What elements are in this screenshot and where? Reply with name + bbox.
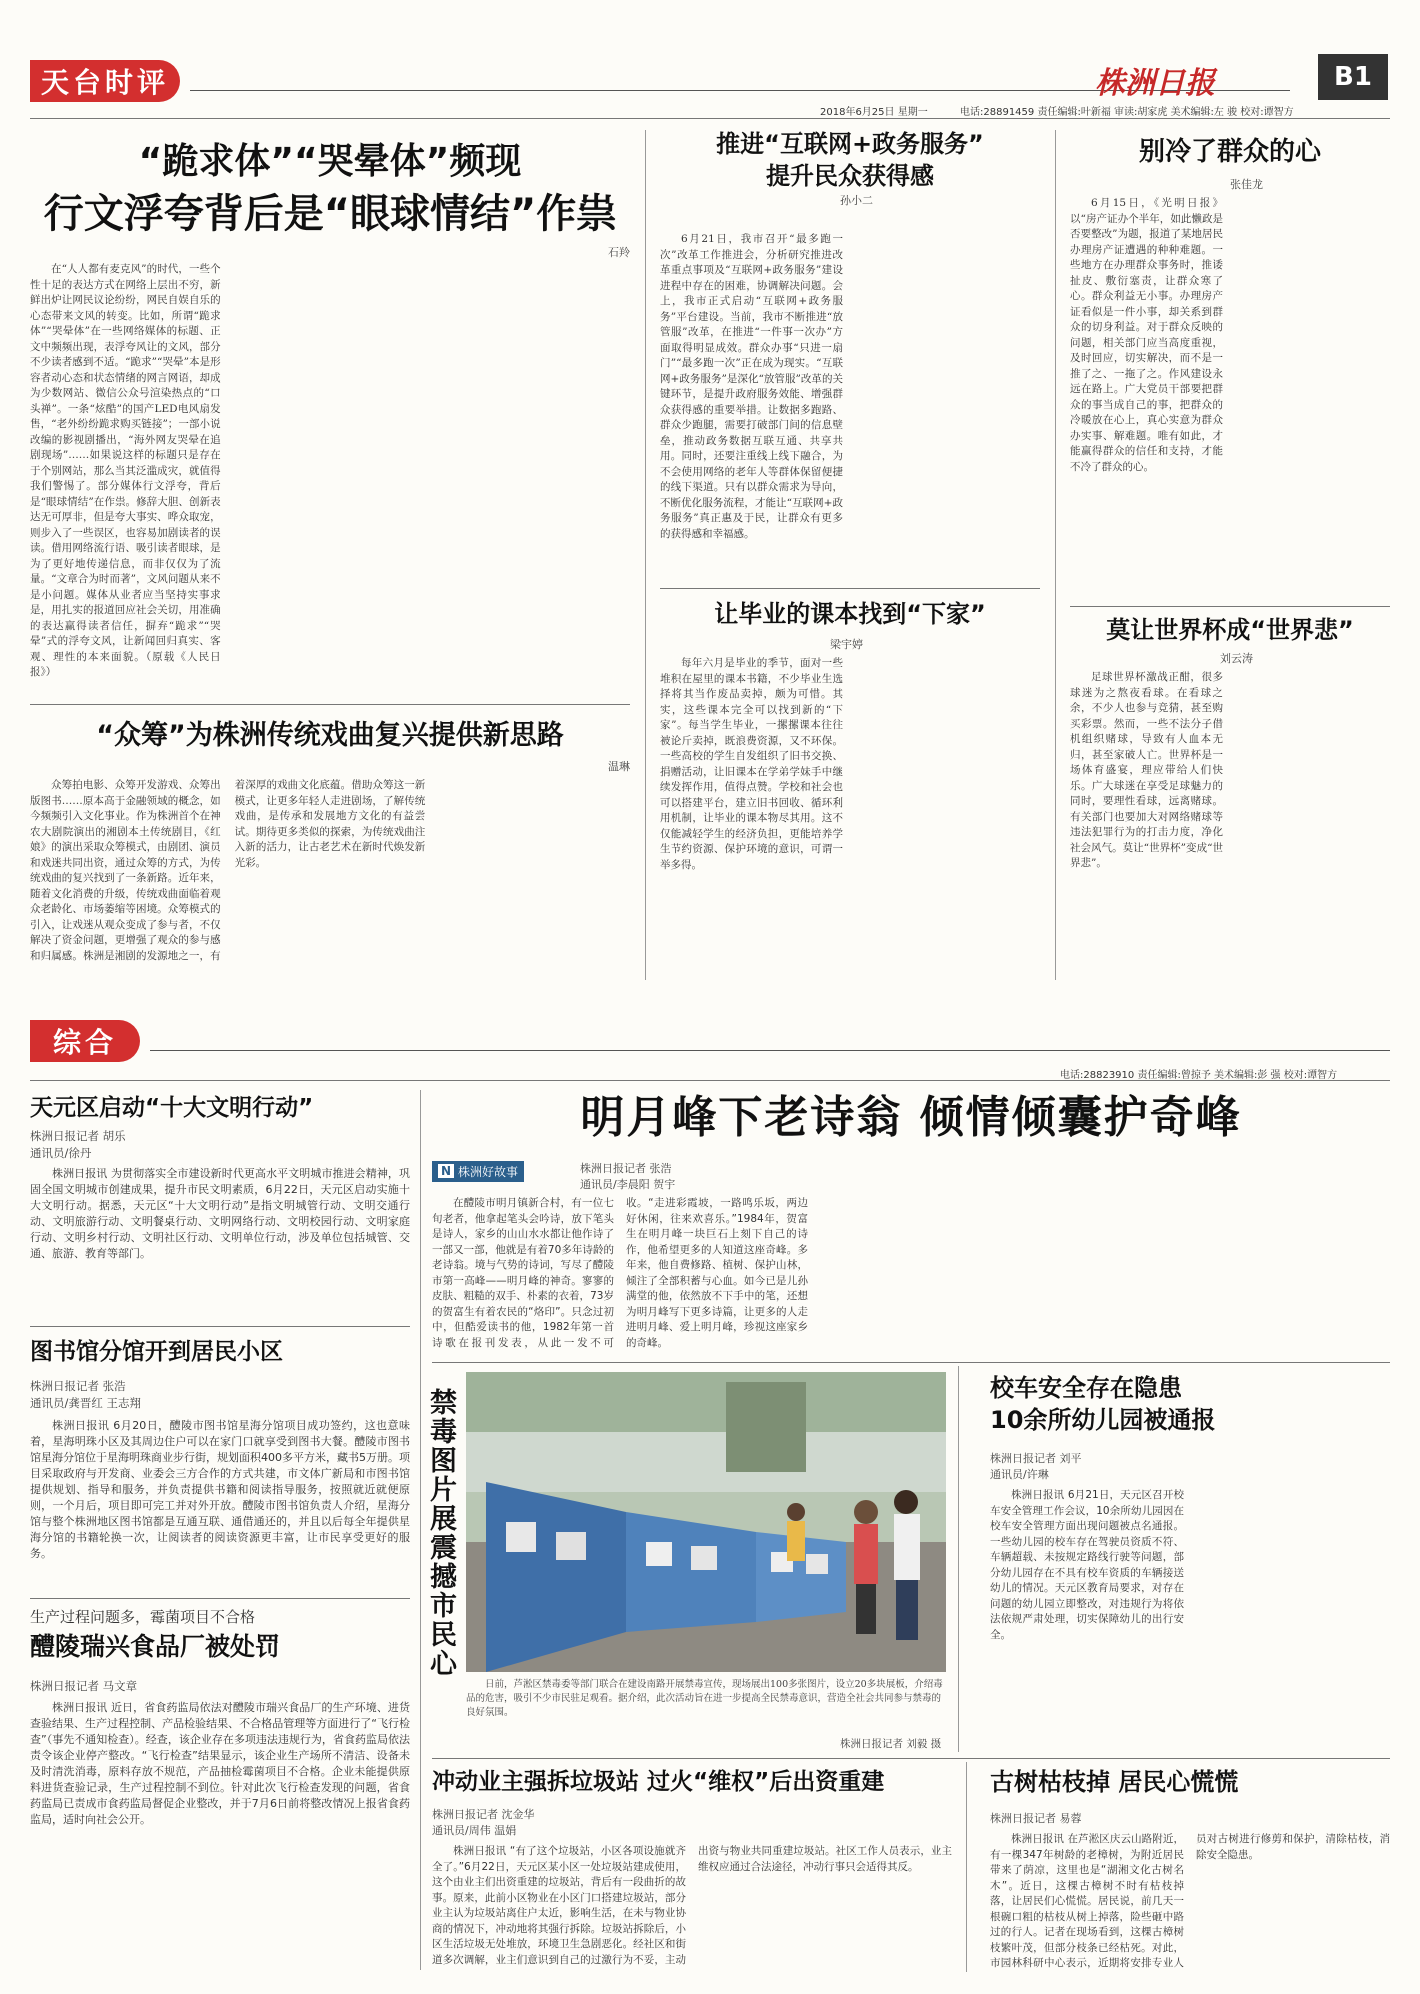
article-title: 图书馆分馆开到居民小区 [30, 1339, 283, 1365]
article-body: 株洲日报讯 6月21日，天元区召开校车安全管理工作会议，10余所幼儿园因在校车安全管理方面出现问题被点名通报。一些幼儿园的校车存在驾驶员资质不符、车辆超载、未按规定路线行驶等问题，部分幼儿园存在不具有校车资质的车辆接送幼儿的情况。天元区教育局要求，对存在问题的幼儿园立即整改，对违规行为将依法依规严肃处理，切实保障幼儿的出行安全。 [990, 1489, 1184, 1641]
article-body: 在“人人都有麦克风”的时代，一些个性十足的表达方式在网络上层出不穷，新鲜出炉让网民议论纷纷，网民自娱自乐的心态带来文风的转变。比如，所谓“跪求体”“哭晕体”在一些网络媒体的标题、正文中频频出现，表浮夸风让的文风，部分不少读者感到不适。“跪求”“哭晕”本是形容者动心态和状态情绪的网言网语，却成为少数网站、微信公众号渲染热点的“口头禅”。一条“炫酷”的国产LED电风扇发售，“老外纷纷跪求购买链接”；一部小说改编的影视剧播出，“海外网友哭晕在追剧现场”……如果说这样的标题只是存在于个别网站，那么当其泛滥成灾，就值得我们警惕了。部分媒体行文浮夸，背后是“眼球情结”在作祟。修辞大胆、创新表达无可厚非，但是夸大事实、哗众取宠，则步入了一些误区，也容易加剧读者的误读。借用网络流行语、吸引读者眼球，是为了更好地传递信息，而非仅仅为了流量。“文章合为时而著”，文风问题从来不是小问题。媒体从业者应当坚持实事求是，用扎实的报道回应社会关切，用准确的表达赢得读者信任，摒弃“跪求”“哭晕”式的浮夸文风，让新闻回归真实、客观、理性的本来面貌。（原载《人民日报》） [30, 263, 221, 678]
column-divider [966, 1762, 967, 1972]
article-headline-block [660, 128, 1040, 208]
article-title: 冲动业主强拆垃圾站 过火“维权”后出资重建 [432, 1769, 885, 1795]
divider [30, 1326, 410, 1327]
byline: 通讯员/龚晋红 王志翔 [30, 1396, 142, 1410]
divider [1070, 606, 1390, 607]
article-author: 刘云涛 [1220, 652, 1253, 665]
article-author: 石羚 [608, 246, 630, 259]
masthead-rule [30, 118, 1390, 119]
divider [30, 704, 630, 705]
article-title: 明月峰下老诗翁 倾情倾囊护奇峰 [580, 1092, 1242, 1143]
section-title: 综合 [30, 1020, 140, 1062]
badge-text: 株洲好故事 [458, 1164, 519, 1179]
article-title-line2: 10余所幼儿园被通报 [990, 1406, 1216, 1434]
photo-caption: 日前，芦淞区禁毒委等部门联合在建设南路开展禁毒宣传，现场展出100多张图片，设立20多块展板，介绍毒品的危害，吸引不少市民驻足观看。据介绍，此次活动旨在进一步提高全民禁毒意识，营造全社会共同参与禁毒的良好氛围。 [466, 1679, 943, 1718]
divider [30, 1080, 1390, 1081]
article-title-line1: 推进“互联网+政务服务” [716, 130, 984, 158]
article-kicker: 生产过程问题多，霉菌项目不合格 [30, 1608, 256, 1626]
article-headline-block [30, 138, 630, 260]
story-badge [432, 1160, 574, 1182]
article-body: 每年六月是毕业的季节，面对一些堆积在屋里的课本书籍，不少毕业生选择将其当作废品卖掉，颇为可惜。其实，这些课本完全可以找到新的“下家”。每当学生毕业，一摞摞课本往往被论斤卖掉，既浪费资源，又不环保。一些高校的学生自发组织了旧书交换、捐赠活动，让旧课本在学弟学妹手中继续发挥作用，值得点赞。学校和社会也可以搭建平台，建立旧书回收、循环利用机制，让毕业的课本物尽其用。这不仅能减轻学生的经济负担，更能培养学生节约资源、保护环境的意识，可谓一举多得。 [660, 657, 843, 871]
article-body: 6月15日，《光明日报》以“房产证办个半年，如此懒政是否要整改”为题，报道了某地居民办理房产证遭遇的种种难题。一些地方在办理群众事务时，推诿扯皮、敷衍塞责，让群众寒了心。群众利益无小事。办理房产证看似是一件小事，却关系到群众的切身利益。对于群众反映的问题，相关部门应当高度重视，及时回应，切实解决，而不是一推了之、一拖了之。作风建设永远在路上。广大党员干部要把群众的事当成自己的事，把群众的冷暖放在心上，真心实意为群众办实事、解难题。唯有如此，才能赢得群众的信任和支持，才能不冷了群众的心。 [1070, 197, 1223, 473]
article-title: 让毕业的课本找到“下家” [714, 600, 986, 628]
article-title: 古树枯枝掉 居民心慌慌 [990, 1768, 1239, 1796]
photo-story-title: 禁毒图片展震撼市民心 [425, 1388, 456, 1678]
section-rule [150, 1050, 1390, 1051]
badge-n-icon: N [438, 1164, 454, 1178]
article-title: 别冷了群众的心 [1138, 137, 1321, 167]
article-body: 6月21日，我市召开“最多跑一次”改革工作推进会，分析研究推进改革重点事项及“互联网+政务服务”建设进程中存在的困难，协调解决问题。会上，我市正式启动“互联网+政务服务”平台建设。当前，我市不断推进“放管服”改革，在推进“一件事一次办”方面取得明显成效。群众办事“只进一扇门”“最多跑一次”正在成为现实。“互联网+政务服务”是深化“放管服”改革的关键环节，是提升政府服务效能、增强群众获得感的重要举措。让数据多跑路、群众少跑腿，需要打破部门间的信息壁垒，推动政务数据互联互通、共享共用。同时，还要注重线上线下融合，为不会使用网络的老年人等群体保留便捷的线下渠道。只有以群众需求为导向，不断优化服务流程，才能让“互联网+政务服务”真正惠及于民，让群众有更多的获得感和幸福感。 [660, 233, 843, 540]
article-title-line1: “跪求体”“哭晕体”频现 [138, 141, 522, 182]
article-body: 株洲日报讯 近日，省食药监局依法对醴陵市瑞兴食品厂的生产环境、进货查验结果、生产过程控制、产品检验结果、不合格品管理等方面进行了“飞行检查”（事先不通知检查）。经查，该企业存在多项违法违规行为，省食药监局依法责令该企业停产整改。“飞行检查”结果显示，该企业生产场所不清洁、设备未及时清洗消毒，原料存放不规范，产品抽检霉菌项目不合格。企业未能提供原料进货查验记录，生产过程控制不到位。针对此次飞行检查发现的问题，省食药监局已责成市食药监局督促企业整改，并于7月6日前将整改情况上报省食药监局，适时向社会公开。 [30, 1701, 410, 1826]
byline: 株洲日报记者 刘平 [990, 1452, 1082, 1465]
article-author: 温琳 [608, 760, 630, 773]
byline: 通讯员/许琳 [990, 1468, 1049, 1481]
section-title: 天台时评 [30, 60, 180, 102]
column-divider [1055, 130, 1056, 980]
byline: 株洲日报记者 张浩 [30, 1379, 126, 1393]
newspaper-brand: 株洲日报 [1095, 66, 1215, 101]
column-divider [645, 130, 646, 980]
byline: 通讯员/周伟 温娟 [432, 1824, 517, 1837]
byline: 株洲日报记者 张浩 [580, 1162, 672, 1175]
photo-illustration [466, 1372, 946, 1672]
article-body: 株洲日报讯 在芦淞区庆云山路附近，有一棵347年树龄的老樟树，为附近居民带来了荫凉，这里也是“湖湘文化古树名木”。近日，这棵古樟树不时有枯枝掉落，让居民们心慌慌。居民说，前几天一根碗口粗的枯枝从树上掉落，险些砸中路过的行人。记者在现场看到，这棵古樟树枝繁叶茂，但部分枝条已经枯死。对此，市园林科研中心表示，近期将安排专业人员对古树进行修剪和保护，清除枯枝，消除安全隐患。 [990, 1833, 1390, 1969]
article-title: 醴陵瑞兴食品厂被处罚 [30, 1632, 281, 1661]
section-header-zonghe [0, 1020, 1420, 1062]
article-body: 株洲日报讯 6月20日，醴陵市图书馆星海分馆项目成功签约，这也意味着，星海明珠小区及其周边住户可以在家门口就享受到图书大餐。醴陵市图书馆星海分馆位于星海明珠商业步行街，规划面积400多平方米，藏书5万册。项目采取政府与开发商、业委会三方合作的方式共建，市文体广新局和市图书馆提供规划、指导和服务，并负责提供书籍和阅读指导服务，按照就近就便原则，一个月后，项目即可完工并对外开放。醴陵市图书馆负责人介绍，星海分馆与整个株洲地区图书馆都是互通互联、通借通还的，并且以后每全年提供星海分馆的书籍轮换一次，让阅读者的阅读资源更丰富，让市民享受更好的服务。 [30, 1419, 410, 1560]
article-author: 张佳龙 [1230, 178, 1263, 191]
divider [432, 1758, 1390, 1759]
article-title-line2: 行文浮夸背后是“眼球情结”作祟 [43, 191, 617, 237]
article-body: 株洲日报讯 为贯彻落实全市建设新时代更高水平文明城市推进会精神，巩固全国文明城市创建成果，提升市民文明素质，6月22日，天元区启动实施十大文明行动。据悉，天元区“十大文明行动”是指文明城管行动、文明交通行动、文明旅游行动、文明餐桌行动、文明网络行动、文明校园行动、文明家庭行动、文明乡村行动、文明社区行动、文明单位行动，涉及单位包括城管、交通、旅游、教育等部门。 [30, 1167, 410, 1260]
date-line: 2018年6月25日 星期一 [820, 107, 928, 118]
article-title: 天元区启动“十大文明行动” [30, 1095, 314, 1121]
byline: 株洲日报记者 马文章 [30, 1679, 138, 1693]
page-editors: 电话:28823910 责任编辑:曾掠予 美术编辑:彭 强 校对:谭智方 [1060, 1070, 1338, 1081]
divider [30, 1598, 410, 1599]
anti-drug-exhibition-photo [466, 1372, 946, 1672]
story-badge-label [432, 1161, 524, 1182]
byline: 株洲日报记者 易蓉 [990, 1812, 1082, 1825]
article-author: 梁宇婷 [830, 638, 863, 651]
divider [432, 1362, 1390, 1363]
article-body: 在醴陵市明月镇新合村，有一位七旬老者，他拿起笔头会吟诗，放下笔头是诗人，家乡的山山水水都让他作诗了一部又一部，他就是有着70多年诗龄的老诗翁。境与气势的诗词，写尽了醴陵市第一高峰——明月峰的神奇。寥寥的皮肤、粗糙的双手、朴素的衣着，73岁的贺富生有着农民的“烙印”。只念过初中，但酷爱读书的他，1982年第一首诗歌在报刊发表，从此一发不可收。“走进彩霞坡，一路鸣乐坂，两边好休闲，往来欢喜乐。”1984年，贺富生在明月峰一块巨石上刻下自己的诗作，他希望更多的人知道这座奇峰。多年来，他自费修路、植树、保护山林，倾注了全部积蓄与心血。如今已是儿孙满堂的他，依然放不下手中的笔，还想为明月峰写下更多诗篇，让更多的人走进明月峰、爱上明月峰，珍视这座家乡的奇峰。 [432, 1197, 808, 1349]
article-title-line1: 校车安全存在隐患 [990, 1374, 1182, 1402]
byline: 通讯员/徐丹 [30, 1146, 92, 1160]
article-author: 孙小二 [840, 194, 873, 207]
byline: 株洲日报记者 胡乐 [30, 1129, 126, 1143]
article-body: 众筹拍电影、众筹开发游戏、众筹出版图书……原本高于金融领域的概念，如今频频引入文化事业。作为株洲首个在神农大剧院演出的湘剧本土传统剧目，《红娘》的演出采取众筹模式，由剧团、演员和戏迷共同出资，通过众筹的方式，为传统戏曲的复兴找到了一条新路。近年来，随着文化消费的升级，传统戏曲面临着观众老龄化、市场萎缩等困境。众筹模式的引入，让戏迷从观众变成了参与者，不仅解决了资金问题，更增强了观众的参与感和归属感。株洲是湘剧的发源地之一，有着深厚的戏曲文化底蕴。借助众筹这一新模式，让更多年轻人走进剧场，了解传统戏曲，是传承和发展地方文化的有益尝试。期待更多类似的探索，为传统戏曲注入新的活力，让古老艺术在新时代焕发新光彩。 [30, 779, 426, 962]
article-body: 足球世界杯激战正酣，很多球迷为之熬夜看球。在看球之余，不少人也参与竞猜，甚至购买彩票。然而，一些不法分子借机组织赌球，导致有人血本无归，甚至家破人亡。世界杯是一场体育盛宴，理应带给人们快乐。广大球迷在享受足球魅力的同时，要理性看球，远离赌球。有关部门也要加大对网络赌球等违法犯罪行为的打击力度，净化社会风气。莫让“世界杯”变成“世界悲”。 [1070, 671, 1223, 869]
article-body: 株洲日报讯 “有了这个垃圾站，小区各项设施就齐全了。”6月22日，天元区某小区一处垃圾站建成使用，这个由业主们出资重建的垃圾站，背后有一段曲折的故事。原来，此前小区物业在小区门口搭建垃圾站，部分业主认为垃圾站离住户太近，影响生活，在未与物业协商的情况下，冲动地将其强行拆除。垃圾站拆除后，小区生活垃圾无处堆放，环境卫生急剧恶化。经社区和街道多次调解，业主们意识到自己的过激行为不妥，主动出资与物业共同重建垃圾站。社区工作人员表示，业主维权应通过合法途径，冲动行事只会适得其反。 [432, 1845, 952, 1966]
article-title: “众筹”为株洲传统戏曲复兴提供新思路 [96, 720, 564, 751]
photo-credit: 株洲日报记者 刘毅 摄 [840, 1738, 942, 1750]
article-title-line2: 提升民众获得感 [766, 162, 934, 190]
column-divider [958, 1366, 959, 1752]
divider [660, 588, 1040, 589]
page-editors: 电话:28891459 责任编辑:叶新福 审读:胡家虎 美术编辑:左 骏 校对:谭智方 [960, 107, 1294, 118]
article-title: 莫让世界杯成“世界悲” [1106, 616, 1354, 644]
byline: 株洲日报记者 沈金华 [432, 1808, 535, 1821]
byline: 通讯员/李晨阳 贺宇 [580, 1178, 676, 1191]
page-number: B1 [1318, 54, 1388, 100]
